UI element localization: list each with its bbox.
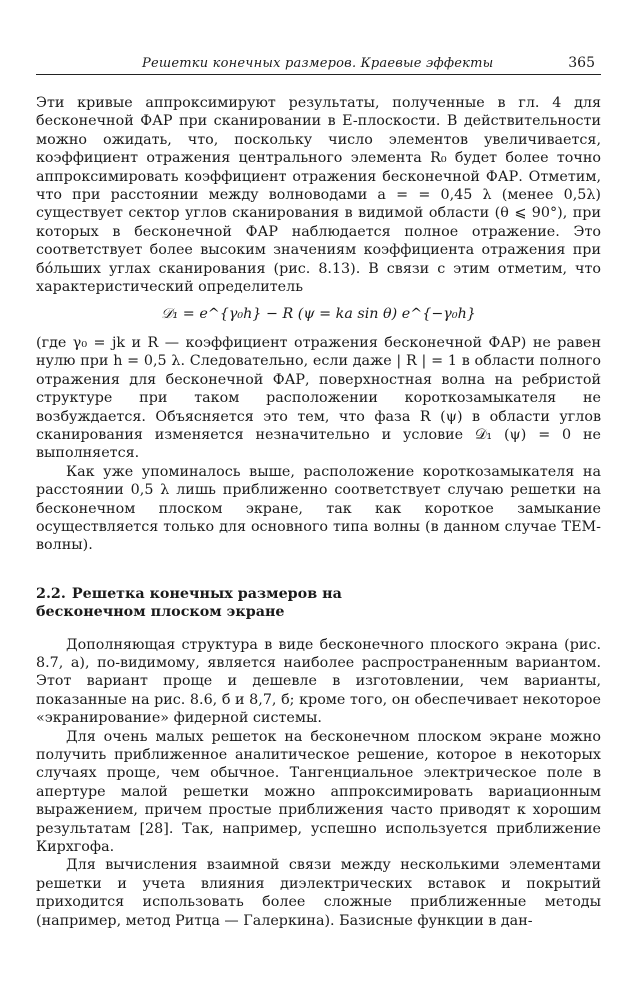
paragraph-4: Дополняющая структура в виде бесконечного плоского экрана (рис. 8.7, а), по-видимому, является наиболее распространенным вариантом. Этот вариант проще и дешевле в изготовлении, чем варианты, показанные на рис. 8.6, б и 8,7, б; кроме того, он обеспечивает некоторое «экранирование» фидерной системы. <box>36 636 601 727</box>
paragraph-2: (где γ₀ = jk и R — коэффициент отражения бесконечной ФАР) не равен нулю при h = 0,5 λ. Следовательно, если даже | R | = 1 в области полного отражения для бесконечной ФАР, поверхностная волна на ребристой структуре при таком расположении короткозамыкателя не возбуждается. Объясняется это тем, что фаза R (ψ) в области углов сканирования изменяется незначительно и условие 𝒟₁ (ψ) = 0 не выполняется. <box>36 334 601 462</box>
page-number: 365 <box>568 55 595 71</box>
section-number: 2.2. <box>36 585 66 602</box>
paragraph-3: Как уже упоминалось выше, расположение короткозамыкателя на расстоянии 0,5 λ лишь приближенно соответствует случаю решетки на бесконечном плоском экране, так как короткое замыкание осуществляется только для основного типа волны (в данном случае ТЕМ-волны). <box>36 463 601 554</box>
paragraph-1: Эти кривые аппроксимируют результаты, полученные в гл. 4 для бесконечной ФАР при сканировании в E-плоскости. В действительности можно ожидать, что, поскольку число элементов увеличивается, коэффициент отражения центрального элемента R₀ будет более точно аппроксимировать коэффициент отражения бесконечной ФАР. Отметим, что при расстоянии между волноводами a = = 0,45 λ (менее 0,5λ) существует сектор углов сканирования в видимой области (θ ⩽ 90°), при которых в бесконечной ФАР наблюдается полное отражение. Это соответствует более высоким значениям коэффициента отражения при бóльших углах сканирования (рис. 8.13). В связи с этим отметим, что характеристический определитель <box>36 95 601 296</box>
running-header <box>36 52 601 75</box>
section-heading <box>36 585 456 622</box>
page-body <box>36 94 601 930</box>
paragraph-5: Для очень малых решеток на бесконечном плоском экране можно получить приближенное аналитическое решение, которое в некоторых случаях проще, чем обычное. Тангенциальное электрическое поле в апертуре малой решетки можно аппроксимировать вариационным выражением, причем простые приближения часто приводят к хорошим результатам [28]. Так, например, успешно используется приближение Кирхгофа. <box>36 728 601 856</box>
section-title: Решетка конечных размеров на бесконечном плоском экране <box>36 585 342 621</box>
characteristic-determinant-formula: 𝒟₁ = e^{γ₀h} − R (ψ = ka sin θ) e^{−γ₀h} <box>161 306 476 323</box>
paragraph-6: Для вычисления взаимной связи между несколькими элементами решетки и учета влияния диэлектрических вставок и покрытий приходится использовать более сложные приближенные методы (например, метод Ритца — Галеркина). Базисные функции в дан- <box>36 857 601 929</box>
running-header-title: Решетки конечных размеров. Краевые эффекты <box>142 56 494 71</box>
